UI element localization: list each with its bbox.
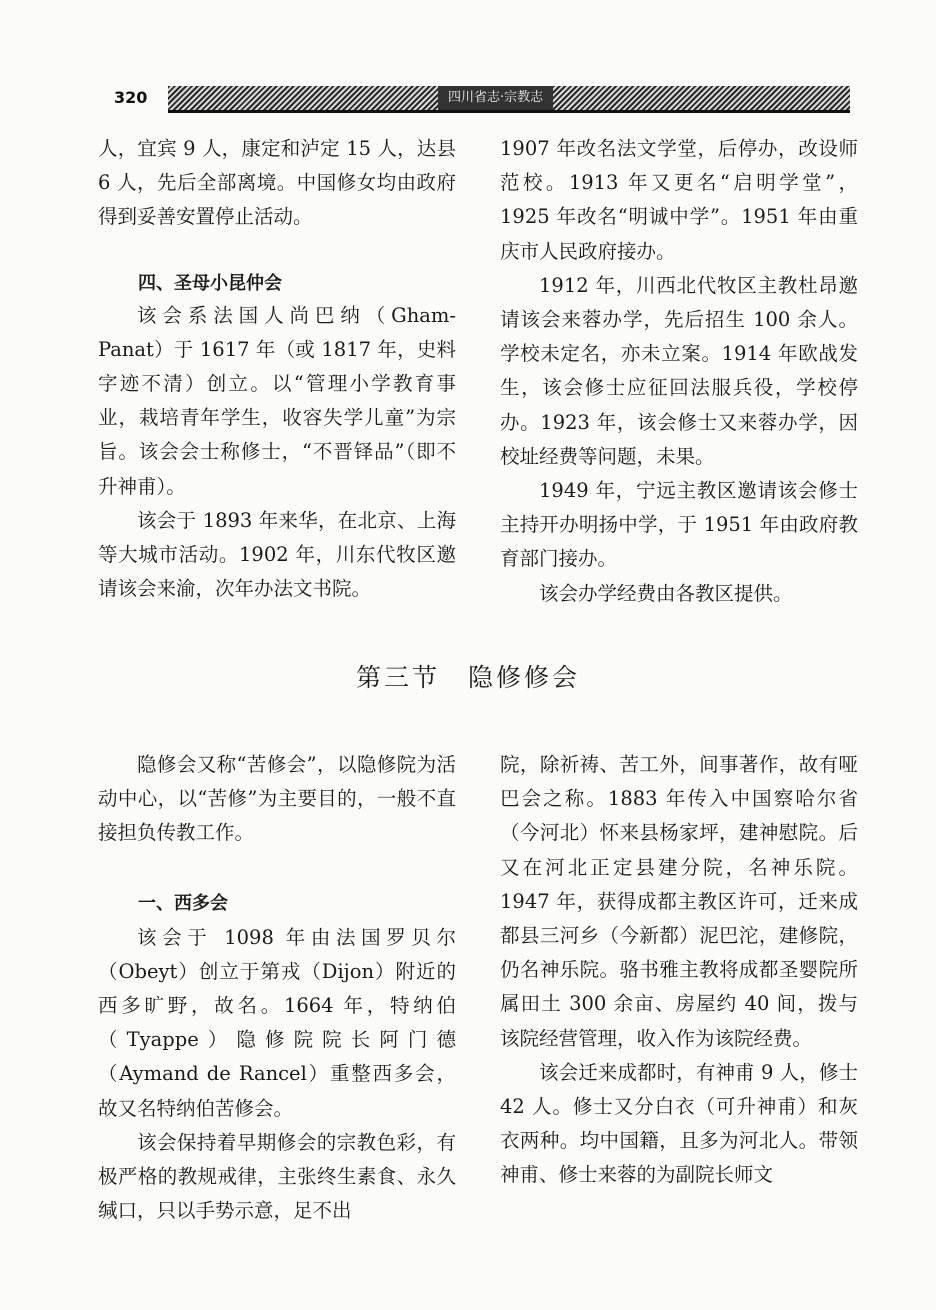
paragraph: 该会于 1098 年由法国罗贝尔（Obeyt）创立于第戎（Dijon）附近的西多旷野，故名。1664 年，特纳伯（Tyappe）隐修院院长阿门德（Aymand de Rancel）重整西多会，故又名特纳伯苦修会。 [98, 925, 456, 1120]
lower-left-column [98, 748, 456, 1228]
paragraph: 该会保持着早期修会的宗教色彩，有极严格的教规戒律，主张终生素食、永久缄口，只以手势示意，足不出 [98, 1130, 456, 1223]
upper-right-column [500, 132, 858, 611]
paragraph: 院，除祈祷、苦工外，间事著作，故有哑巴会之称。1883 年传入中国察哈尔省（今河北）怀来县杨家坪，建神慰院。后又在河北正定县建分院，名神乐院。1947 年，获得成都主教区许可，迁来成都县三河乡（今新都）泥巴沱，建修院，仍名神乐院。骆书雅主教将成都圣婴院所属田土 300 余亩、房屋约 40 间，拨与该院经营管理，收入作为该院经费。 [500, 753, 858, 1050]
paragraph: 该会迁来成都时，有神甫 9 人，修士 42 人。修士又分白衣（可升神甫）和灰衣两种。均中国籍，且多为河北人。带领神甫、修士来蓉的为副院长师文 [500, 1060, 858, 1187]
subsection-heading: 四、圣母小昆仲会 [138, 272, 282, 294]
running-header [100, 84, 852, 116]
paragraph: 1912 年，川西北代牧区主教杜昂邀请该会来蓉办学，先后招生 100 余人。学校未定名，亦未立案。1914 年欧战发生，该会修士应征回法服兵役，学校停办。1923 年，该会修士又来蓉办学，因校址经费等问题，未果。 [500, 273, 858, 468]
paragraph: 该会办学经费由各教区提供。 [539, 581, 793, 605]
paragraph: 1907 年改名法文学堂，后停办，改设师范校。1913 年又更名“启明学堂”，1925 年改名“明诚中学”。1951 年由重庆市人民政府接办。 [500, 137, 858, 263]
paragraph: 该会于 1893 年来华，在北京、上海等大城市活动。1902 年，川东代牧区邀请该会来渝，次年办法文书院。 [98, 508, 456, 601]
paragraph: 人，宜宾 9 人，康定和泸定 15 人，达县 6 人，先后全部离境。中国修女均由政府得到妥善安置停止活动。 [98, 137, 456, 229]
paragraph: 该会系法国人尚巴纳（Gham-Panat）于 1617 年（或 1817 年，史料字迹不清）创立。以“管理小学教育事业，栽培青年学生，收容失学儿童”为宗旨。该会会士称修士，“不晋铎品”（即不升神甫）。 [98, 303, 456, 498]
header-band [168, 86, 850, 113]
section-title: 第三节 隐修修会 [355, 663, 580, 692]
subsection-heading: 一、西多会 [138, 892, 228, 914]
paragraph: 隐修会又称“苦修会”，以隐修院为活动中心，以“苦修”为主要目的，一般不直接担负传教工作。 [98, 753, 456, 845]
lower-right-column [500, 748, 858, 1193]
upper-left-column [98, 132, 456, 606]
page-number: 320 [114, 88, 148, 107]
running-header-title: 四川省志·宗教志 [438, 86, 553, 110]
paragraph: 1949 年，宁远主教区邀请该会修士主持开办明扬中学，于 1951 年由政府教育部门接办。 [500, 479, 858, 571]
